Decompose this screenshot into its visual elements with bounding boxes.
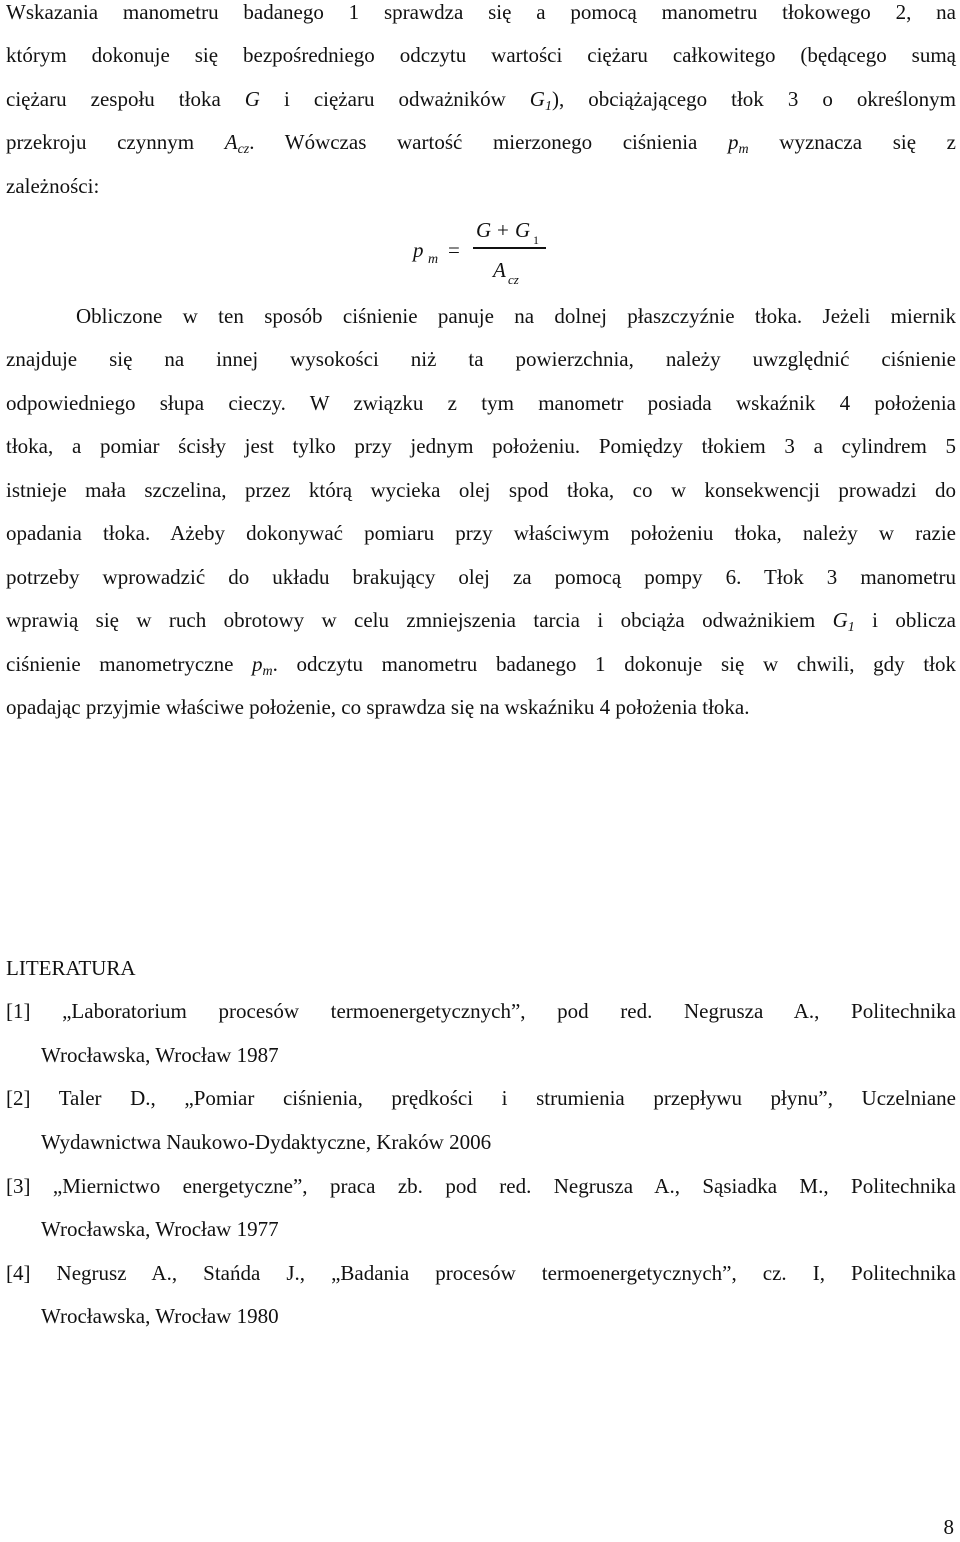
math-symbol: G [832, 608, 848, 632]
formula-numerator-g1-subscript: 1 [533, 233, 539, 247]
paragraph2-line-5: istnieje mała szczelina, przez którą wycieka olej spod tłoka, co w konsekwencji prowadzi do [6, 478, 956, 502]
math-symbol: p [252, 652, 263, 676]
reference-1-line-2: Wrocławska, Wrocław 1987 [41, 1043, 279, 1067]
reference-2-line-1: [2] Taler D., „Pomiar ciśnienia, prędkości i strumienia przepływu płynu”, Uczelniane [6, 1086, 956, 1110]
paragraph2-line-10: opadając przyjmie właściwe położenie, co sprawdza się na wskaźniku 4 położenia tłoka. [6, 695, 750, 719]
paragraph1-line-3: ciężaru zespołu tłoka G i ciężaru odważników $G_1$), obciążającego tłok 3 o określonym [6, 87, 957, 114]
reference-3-line-2: Wrocławska, Wrocław 1977 [41, 1217, 279, 1241]
page-number: 8 [943, 1515, 954, 1539]
math-subscript: m [262, 664, 273, 679]
math-subscript: 1 [847, 620, 855, 635]
reference-4-line-1: [4] Negrusz A., Stańda J., „Badania procesów termoenergetycznych”, cz. I, Politechnika [6, 1261, 956, 1285]
formula-lhs-p: p [413, 238, 424, 262]
math-symbol: p [728, 130, 739, 154]
paragraph2-line-7: potrzeby wprowadzić do układu brakujący olej za pomocą pompy 6. Tłok 3 manometru [6, 565, 956, 589]
paragraph2-line-4: tłoka, a pomiar ścisły jest tylko przy jednym położeniu. Pomiędzy tłokiem 3 a cylindrem 5 [6, 434, 956, 458]
formula-numerator-g1: G [515, 218, 531, 242]
math-symbol: G [244, 87, 260, 111]
math-subscript: m [738, 142, 749, 157]
reference-4-line-2: Wrocławska, Wrocław 1980 [41, 1304, 279, 1328]
paragraph1-line-5: zależności: [6, 174, 100, 198]
formula-equals-sign: = [448, 238, 460, 262]
paragraph1-line-4: przekroju czynnym $A_{cz}$. Wówczas wartość mierzonego ciśnienia $p_m$ wyznacza się z [6, 130, 956, 157]
formula-denominator-a: A [493, 258, 506, 282]
paragraph2-line-3: odpowiedniego słupa cieczy. W związku z tym manometr posiada wskaźnik 4 położenia [6, 391, 956, 415]
paragraph2-line-1: Obliczone w ten sposób ciśnienie panuje na dolnej płaszczyźnie tłoka. Jeżeli miernik [76, 304, 956, 328]
formula-denominator-subscript: cz [508, 272, 519, 287]
literature-heading: LITERATURA [6, 956, 136, 980]
fraction-bar [473, 247, 546, 249]
reference-1-line-1: [1] „Laboratorium procesów termoenergetycznych”, pod red. Negrusza A., Politechnika [6, 999, 956, 1023]
reference-2-line-2: Wydawnictwa Naukowo-Dydaktyczne, Kraków 2006 [41, 1130, 492, 1154]
formula-plus-sign: + [497, 218, 509, 242]
formula-numerator-g: G [476, 218, 492, 242]
paragraph1-line-2: którym dokonuje się bezpośredniego odczytu wartości ciężaru całkowitego (będącego sumą [6, 43, 956, 67]
math-symbol: A [224, 130, 238, 154]
paragraph2-line-9: ciśnienie manometryczne $p_m$. odczytu manometru badanego 1 dokonuje się w chwili, gdy tłok [6, 652, 956, 679]
math-symbol: G [529, 87, 545, 111]
paragraph1-line-1: Wskazania manometru badanego 1 sprawdza się a pomocą manometru tłokowego 2, na [6, 0, 956, 24]
paragraph2-line-8: wprawią się w ruch obrotowy w celu zmniejszenia tarcia i obciąża odważnikiem $G_1$ i oblicza [6, 608, 956, 635]
math-subscript: 1 [544, 99, 552, 114]
paragraph2-line-6: opadania tłoka. Ażeby dokonywać pomiaru przy właściwym położeniu tłoka, należy w razie [6, 521, 956, 545]
reference-3-line-1: [3] „Miernictwo energetyczne”, praca zb. pod red. Negrusza A., Sąsiadka M., Politechnika [6, 1174, 956, 1198]
formula-lhs-subscript: m [428, 252, 439, 267]
math-subscript: cz [237, 142, 250, 157]
paragraph2-line-2: znajduje się na innej wysokości niż ta powierzchnia, należy uwzględnić ciśnienie [6, 347, 956, 371]
